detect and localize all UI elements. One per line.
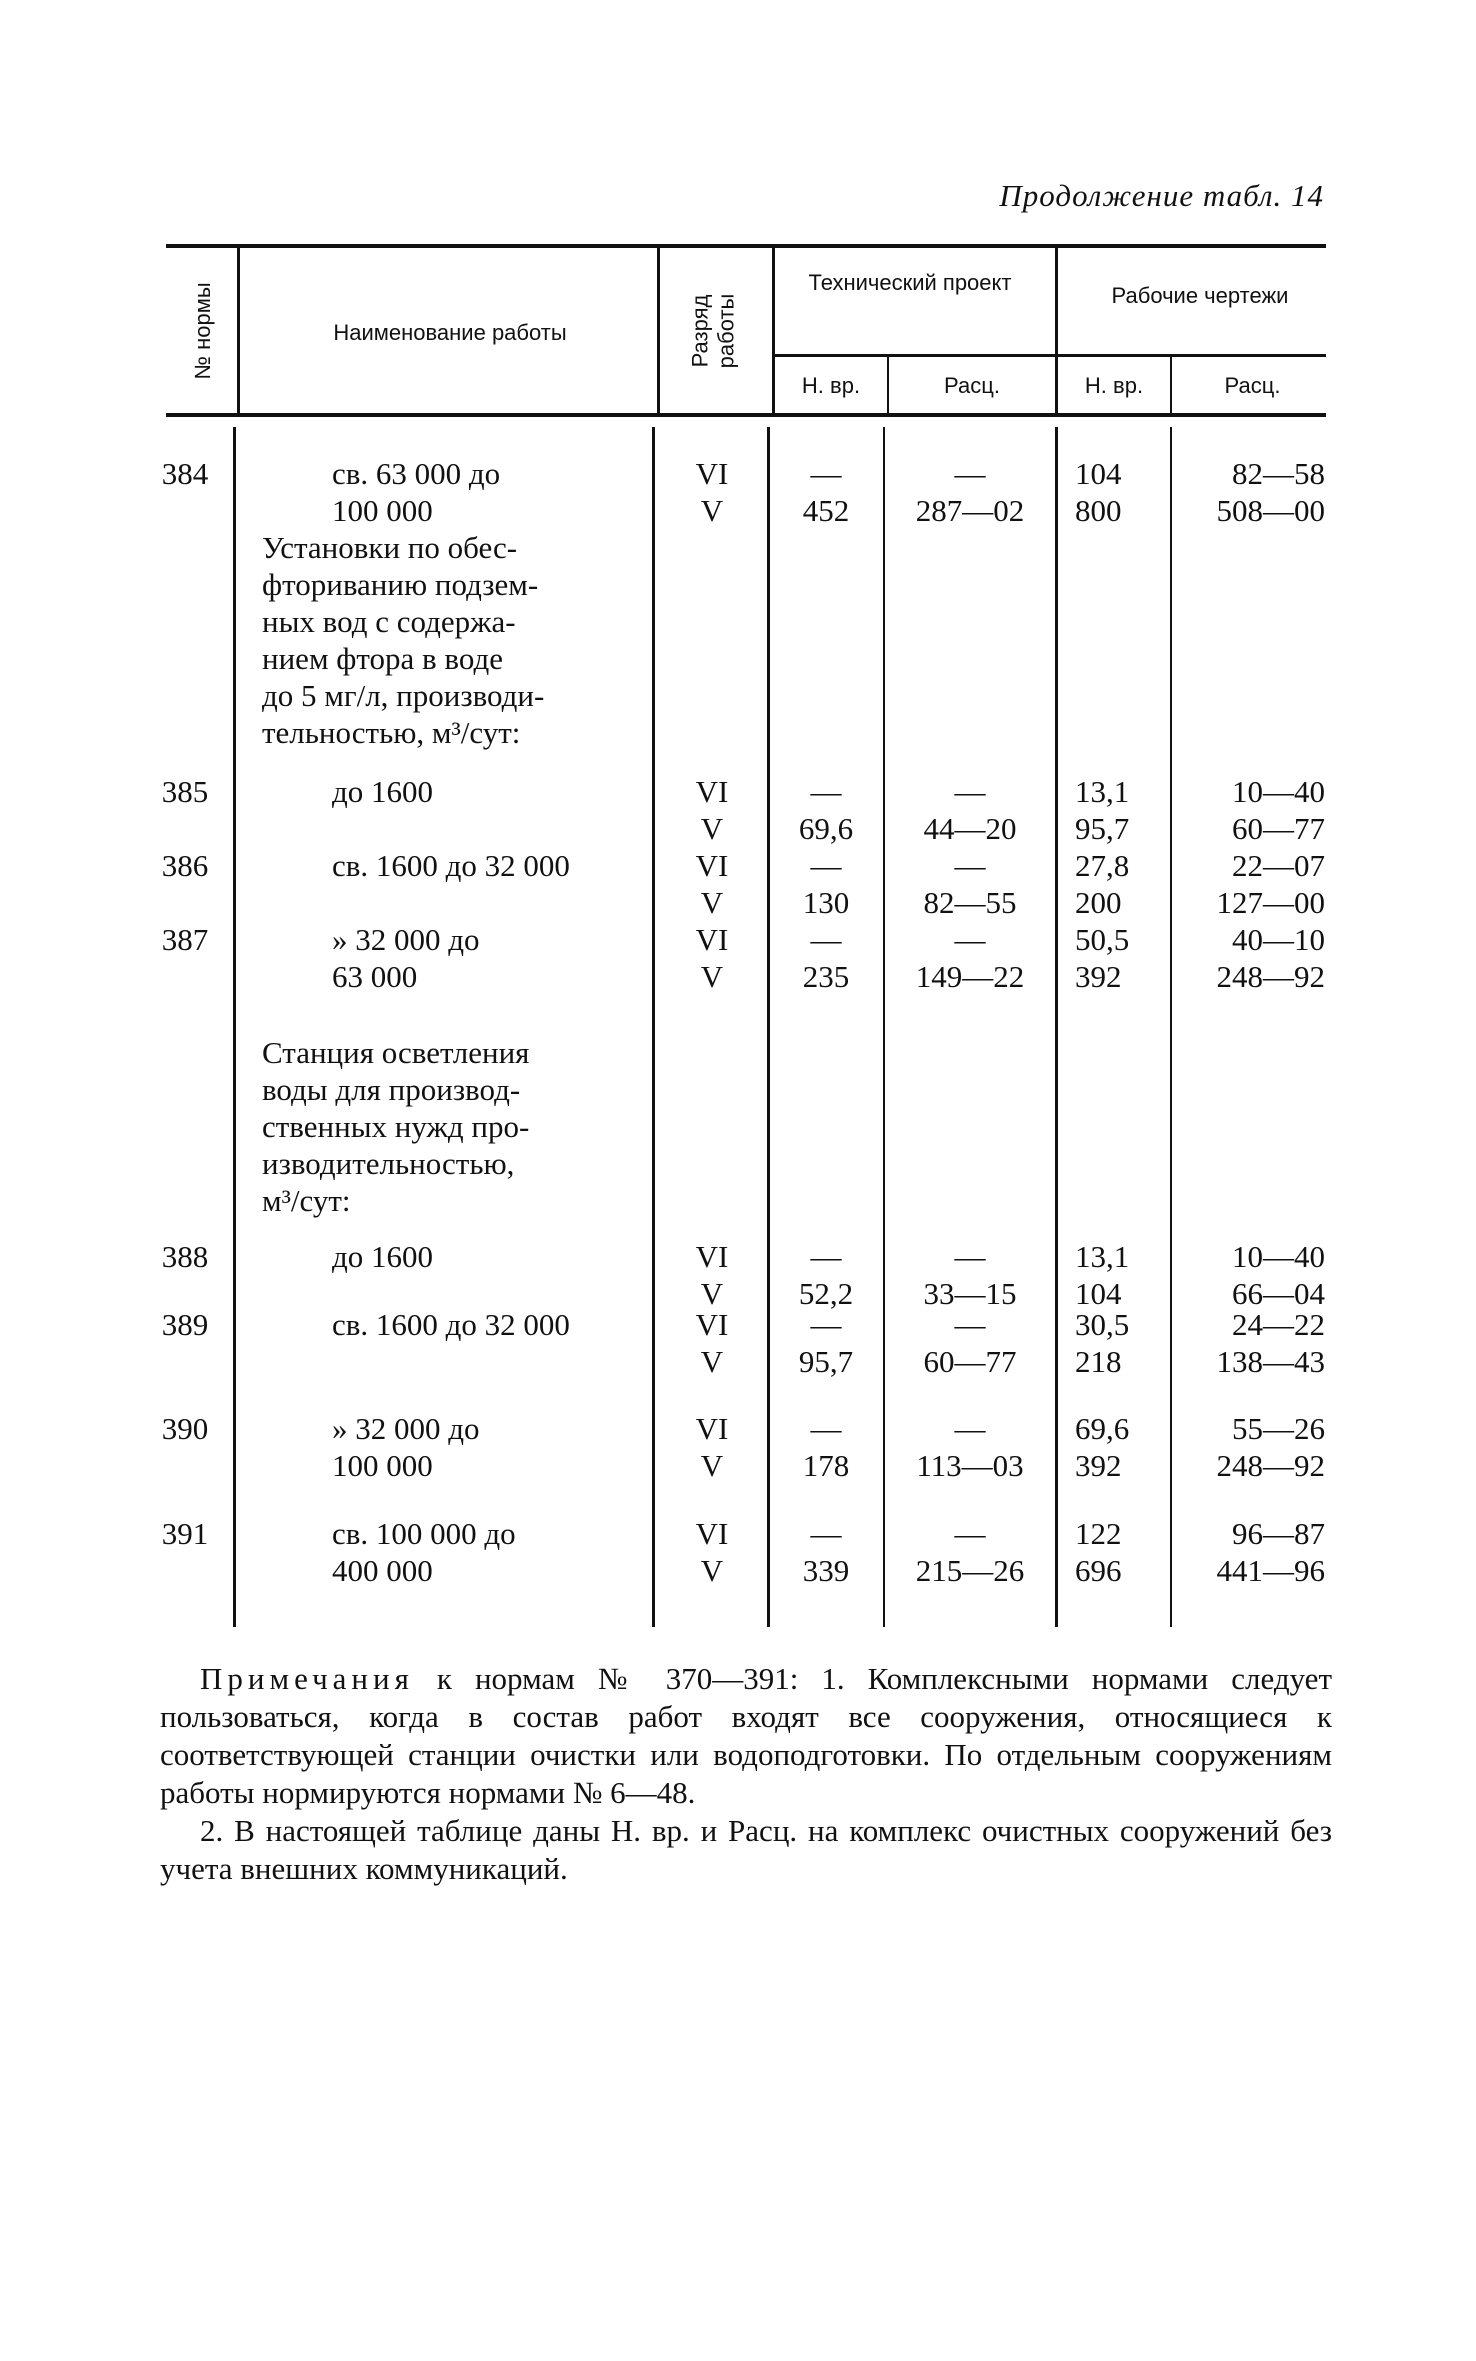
- notes: [160, 1660, 1332, 1888]
- wd-hours: 50,5 392: [1075, 922, 1130, 994]
- work-name: до 1600: [332, 774, 434, 809]
- grade: VI V: [695, 774, 729, 846]
- column-divider: [233, 427, 236, 1627]
- work-name: св. 1600 до 32 000: [332, 848, 570, 883]
- section-description: Установки по обес- фториванию подзем- ных вод с содержа- нием фтора в воде до 5 мг/л, производи- тельностью, м³/сут:: [262, 530, 545, 750]
- header-divider: [1055, 248, 1058, 413]
- header-tech-project: Технический проект: [808, 270, 1012, 295]
- norm-number: 384: [161, 456, 209, 491]
- tp-rate: — 149—22: [915, 922, 1025, 994]
- grade: VI V: [695, 456, 729, 528]
- wd-hours: 13,1 104: [1075, 1239, 1130, 1311]
- header-work-name: Наименование работы: [333, 320, 567, 345]
- header-norm-number: № нормы: [189, 282, 215, 380]
- wd-hours: 13,1 95,7: [1075, 774, 1130, 846]
- wd-rate: 10—40 66—04: [1232, 1239, 1325, 1311]
- header-grade: Разряд работы: [687, 293, 739, 369]
- tp-rate: — 287—02: [915, 456, 1025, 528]
- norm-number: 387: [161, 922, 209, 957]
- tp-rate: — 60—77: [923, 1307, 1017, 1379]
- header-tp-hours: Н. вр.: [801, 373, 861, 398]
- header-work-drawings: Рабочие чертежи: [1111, 283, 1289, 308]
- header-divider: [657, 248, 660, 413]
- work-name: св. 1600 до 32 000: [332, 1307, 570, 1342]
- wd-rate: 22—07 127—00: [1216, 848, 1325, 920]
- norm-number: 390: [161, 1411, 209, 1446]
- tp-hours: — 95,7: [798, 1307, 854, 1379]
- notes-label: Примечания: [200, 1661, 414, 1696]
- grade: VI V: [695, 922, 729, 994]
- column-divider: [767, 427, 770, 1627]
- column-divider: [1170, 427, 1172, 1627]
- wd-hours: 122 696: [1075, 1516, 1122, 1588]
- wd-hours: 27,8 200: [1075, 848, 1130, 920]
- norm-number: 385: [161, 774, 209, 809]
- tp-hours: — 52,2: [798, 1239, 854, 1311]
- tp-rate: — 215—26: [915, 1516, 1025, 1588]
- grade: VI V: [695, 1516, 729, 1588]
- work-name: до 1600: [332, 1239, 434, 1274]
- grade: VI V: [695, 1239, 729, 1311]
- norm-number: 389: [161, 1307, 209, 1342]
- tp-hours: — 235: [802, 922, 850, 994]
- note-2: 2. В настоящей таблице даны Н. вр. и Расц. на комплекс очистных сооружений без учета внешних коммуникаций.: [160, 1813, 1332, 1886]
- grade: VI V: [695, 1411, 729, 1483]
- tp-hours: — 339: [802, 1516, 850, 1588]
- norm-number: 388: [161, 1239, 209, 1274]
- wd-rate: 10—40 60—77: [1232, 774, 1325, 846]
- grade: VI V: [695, 848, 729, 920]
- norm-number: 391: [161, 1516, 209, 1551]
- header-bottom-rule: [166, 413, 1326, 417]
- work-name: » 32 000 до 100 000: [332, 1411, 480, 1483]
- column-divider: [883, 427, 885, 1627]
- section-description: Станция осветления воды для производ- ственных нужд про- изводительностью, м³/сут:: [262, 1035, 530, 1218]
- wd-hours: 69,6 392: [1075, 1411, 1130, 1483]
- tp-rate: — 44—20: [923, 774, 1017, 846]
- grade: VI V: [695, 1307, 729, 1379]
- wd-rate: 96—87 441—96: [1216, 1516, 1325, 1588]
- note-1: [160, 1660, 1332, 1812]
- work-name: св. 63 000 до 100 000: [332, 456, 501, 528]
- subheader-rule: [772, 354, 1326, 357]
- wd-rate: 24—22 138—43: [1216, 1307, 1325, 1379]
- header-divider: [887, 357, 889, 413]
- tp-hours: — 452: [802, 456, 850, 528]
- wd-hours: 30,5 218: [1075, 1307, 1130, 1379]
- wd-rate: 55—26 248—92: [1216, 1411, 1325, 1483]
- header-divider: [1170, 357, 1172, 413]
- work-name: » 32 000 до 63 000: [332, 922, 480, 994]
- tp-hours: — 178: [802, 1411, 850, 1483]
- tp-rate: — 113—03: [916, 1411, 1024, 1483]
- wd-rate: 40—10 248—92: [1216, 922, 1325, 994]
- wd-rate: 82—58 508—00: [1216, 456, 1325, 528]
- work-name: св. 100 000 до 400 000: [332, 1516, 516, 1588]
- header-tp-rate: Расц.: [944, 373, 1000, 398]
- header-divider: [772, 248, 775, 413]
- norm-number: 386: [161, 848, 209, 883]
- note-1-text: к нормам № 370—391: 1. Комплексными нормами следует пользоваться, когда в состав работ входят все сооружения, относящиеся к соответствующей станции очистки или водоподготовки. По отдельным сооружениям работы нормируются нормами № 6—48.: [160, 1661, 1332, 1810]
- table-top-rule: [166, 244, 1326, 248]
- column-divider: [1055, 427, 1058, 1627]
- continuation-title: Продолжение табл. 14: [999, 178, 1324, 213]
- header-wd-hours: Н. вр.: [1084, 373, 1144, 398]
- header-wd-rate: Расц.: [1224, 373, 1281, 398]
- header-divider: [237, 248, 240, 413]
- tp-hours: — 130: [802, 848, 850, 920]
- tp-rate: — 33—15: [923, 1239, 1017, 1311]
- tp-rate: — 82—55: [923, 848, 1017, 920]
- tp-hours: — 69,6: [798, 774, 854, 846]
- wd-hours: 104 800: [1075, 456, 1122, 528]
